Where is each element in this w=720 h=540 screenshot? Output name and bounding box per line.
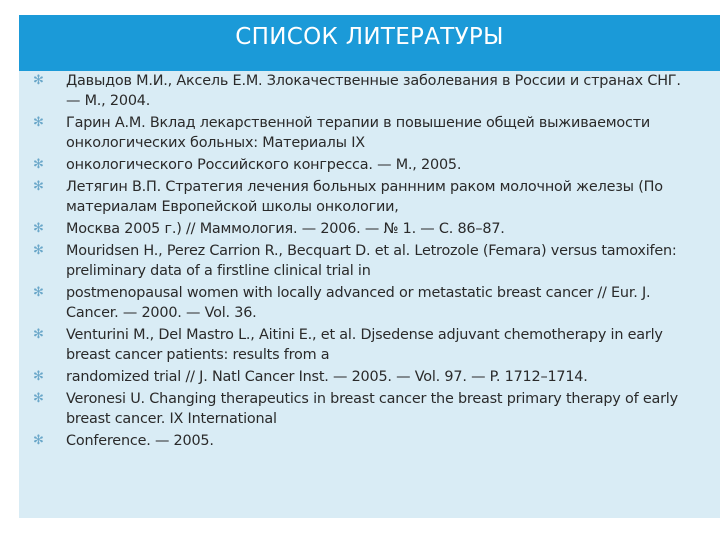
asterisk-icon: ✻ xyxy=(33,115,44,130)
asterisk-icon: ✻ xyxy=(33,221,44,236)
reference-item xyxy=(33,113,685,153)
reference-list xyxy=(33,71,685,453)
reference-text: Давыдов М.И., Аксель Е.М. Злокачественные заболевания в России и странах СНГ. — М., 2004. xyxy=(66,73,681,109)
reference-text: онкологического Российского конгресса. — М., 2005. xyxy=(66,157,462,173)
reference-item xyxy=(33,241,685,281)
asterisk-icon: ✻ xyxy=(33,157,44,172)
reference-text: Conference. — 2005. xyxy=(66,433,214,449)
reference-text: Venturini M., Del Mastro L., Aitini E., et al. Djsedense adjuvant chemotherapy in early breast cancer patients: results from a xyxy=(66,327,663,363)
reference-item xyxy=(33,325,685,365)
asterisk-icon: ✻ xyxy=(33,369,44,384)
reference-item xyxy=(33,155,685,175)
reference-item xyxy=(33,177,685,217)
asterisk-icon: ✻ xyxy=(33,285,44,300)
asterisk-icon: ✻ xyxy=(33,327,44,342)
reference-text: randomized trial // J. Natl Cancer Inst. — 2005. — Vol. 97. — P. 1712–1714. xyxy=(66,369,588,385)
reference-text: Гарин А.М. Вклад лекарственной терапии в повышение общей выживаемости онкологических больных: Материалы IX xyxy=(66,115,651,151)
reference-text: postmenopausal women with locally advanced or metastatic breast cancer // Eur. J. Cancer. — 2000. — Vol. 36. xyxy=(66,285,651,321)
reference-item xyxy=(33,219,685,239)
asterisk-icon: ✻ xyxy=(33,179,44,194)
asterisk-icon: ✻ xyxy=(33,391,44,406)
reference-text: Mouridsen H., Perez Carrion R., Becquart D. et al. Letrozole (Femara) versus tamoxifen: preliminary data of a firstline clinical trial in xyxy=(66,243,677,279)
reference-item xyxy=(33,431,685,451)
reference-item xyxy=(33,283,685,323)
asterisk-icon: ✻ xyxy=(33,243,44,258)
reference-text: Летягин В.П. Стратегия лечения больных раннним раком молочной железы (По материалам Европейской школы онкологии, xyxy=(66,179,663,215)
reference-text: Veronesi U. Changing therapeutics in breast cancer the breast primary therapy of early breast cancer. IX International xyxy=(66,391,678,427)
asterisk-icon: ✻ xyxy=(33,433,44,448)
asterisk-icon: ✻ xyxy=(33,73,44,88)
reference-item xyxy=(33,367,685,387)
slide-title: СПИСОК ЛИТЕРАТУРЫ xyxy=(235,24,504,50)
reference-item xyxy=(33,389,685,429)
reference-text: Москва 2005 г.) // Маммология. — 2006. — № 1. — С. 86–87. xyxy=(66,221,505,237)
reference-item xyxy=(33,71,685,111)
